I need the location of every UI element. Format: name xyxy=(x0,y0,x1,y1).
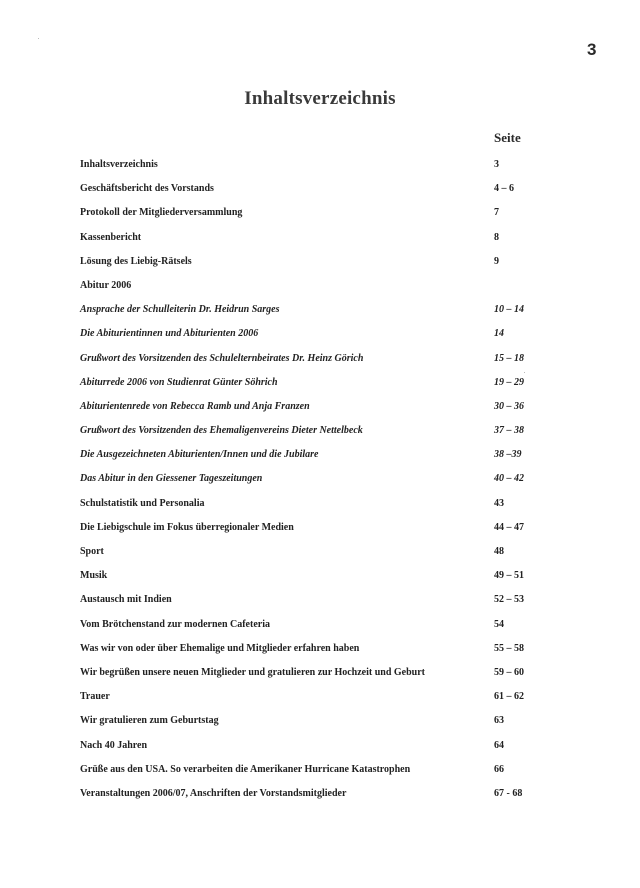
toc-entry-title: Das Abitur in den Giessener Tageszeitungen xyxy=(80,473,263,485)
toc-entry-title: Musik xyxy=(80,570,108,582)
toc-entry-title: Wir gratulieren zum Geburtstag xyxy=(80,715,219,727)
toc-entry-title: Die Ausgezeichneten Abiturienten/Innen und die Jubilare xyxy=(80,449,319,461)
toc-entry-page: 48 xyxy=(494,546,504,557)
toc-entry xyxy=(80,521,560,545)
toc-entry-title: Was wir von oder über Ehemalige und Mitglieder erfahren haben xyxy=(80,642,360,654)
toc-entry xyxy=(80,448,560,472)
toc-entry-title: Grußwort des Vorsitzenden des Schulelternbeirates Dr. Heinz Görich xyxy=(80,352,364,364)
toc-entry-page: 7 xyxy=(494,207,499,219)
toc-entry-title: Sport xyxy=(80,546,104,557)
toc-entry-page: 9 xyxy=(494,255,499,267)
toc-entry xyxy=(80,569,560,593)
toc-entry xyxy=(80,618,560,642)
toc-entry xyxy=(80,255,560,279)
toc-entry-page: 59 – 60 xyxy=(494,666,524,678)
toc-entry xyxy=(80,327,560,351)
toc-entry xyxy=(80,545,560,569)
toc-entry-page: 4 – 6 xyxy=(494,183,514,195)
toc-entry-title: Kassenbericht xyxy=(80,231,142,243)
toc-entry xyxy=(80,158,560,182)
toc-entry-page: 3 xyxy=(494,159,499,170)
toc-entry xyxy=(80,593,560,617)
toc-entry-title: Nach 40 Jahren xyxy=(80,739,148,751)
scan-speck xyxy=(524,372,525,373)
page-column-header: Seite xyxy=(494,130,521,145)
toc-entry-page: 10 – 14 xyxy=(494,304,524,316)
toc-entry xyxy=(80,739,560,763)
toc-entry xyxy=(80,352,560,376)
toc-entry xyxy=(80,763,560,787)
toc-entry-title: Abiturientenrede von Rebecca Ramb und Anja Franzen xyxy=(80,400,310,412)
toc-entry xyxy=(80,472,560,496)
toc-entry-page: 30 – 36 xyxy=(494,400,524,412)
toc-entry xyxy=(80,279,560,303)
toc-entry-title: Ansprache der Schulleiterin Dr. Heidrun Sarges xyxy=(80,304,280,316)
toc-entry xyxy=(80,666,560,690)
toc-entry-title: Inhaltsverzeichnis xyxy=(80,159,158,170)
toc-entry xyxy=(80,787,560,811)
scan-speck xyxy=(38,38,39,39)
toc-entry-page: 55 – 58 xyxy=(494,642,524,654)
toc-entry xyxy=(80,303,560,327)
toc-entry-title: Die Abiturientinnen und Abiturienten 2006 xyxy=(80,328,259,340)
toc-entry-title: Abiturrede 2006 von Studienrat Günter Söhrich xyxy=(80,376,278,388)
toc-entry-title: Abitur 2006 xyxy=(80,279,132,291)
toc-entry xyxy=(80,642,560,666)
toc-entry-title: Grußwort des Vorsitzenden des Ehemaligenvereins Dieter Nettelbeck xyxy=(80,425,363,437)
toc-entry xyxy=(80,231,560,255)
toc-entry-title: Austausch mit Indien xyxy=(80,594,172,606)
toc-entry-page: 43 xyxy=(494,497,504,509)
toc-entry-page: 49 – 51 xyxy=(494,570,524,582)
toc-entry xyxy=(80,424,560,448)
toc-entry-page: 40 – 42 xyxy=(494,473,524,485)
toc-entry xyxy=(80,376,560,400)
toc-entry-page: 61 – 62 xyxy=(494,691,524,703)
page-number: 3 xyxy=(587,40,597,59)
toc-entry xyxy=(80,400,560,424)
toc-entry-page: 38 –39 xyxy=(494,449,522,461)
toc-entry-title: Trauer xyxy=(80,691,110,703)
toc-entry-page: 15 – 18 xyxy=(494,352,524,364)
toc-entry-page: 19 – 29 xyxy=(494,376,524,388)
toc-entry xyxy=(80,690,560,714)
toc-entry-page: 64 xyxy=(494,739,504,751)
toc-entry-title: Geschäftsbericht des Vorstands xyxy=(80,183,214,195)
toc-entry-page: 66 xyxy=(494,763,504,775)
table-of-contents xyxy=(80,158,560,811)
toc-entry-page: 63 xyxy=(494,715,504,727)
toc-entry-title: Veranstaltungen 2006/07, Anschriften der Vorstandsmitglieder xyxy=(80,787,347,799)
toc-entry-title: Lösung des Liebig-Rätsels xyxy=(80,255,192,267)
toc-entry-title: Vom Brötchenstand zur modernen Cafeteria xyxy=(80,618,270,630)
toc-entry-page: 14 xyxy=(494,328,504,340)
toc-entry xyxy=(80,182,560,206)
toc-entry xyxy=(80,714,560,738)
toc-entry xyxy=(80,497,560,521)
toc-entry-page: 8 xyxy=(494,231,499,243)
page-title: Inhaltsverzeichnis xyxy=(244,88,396,109)
toc-entry-page: 67 - 68 xyxy=(494,787,523,799)
toc-entry-title: Schulstatistik und Personalia xyxy=(80,497,205,509)
toc-entry-page: 52 – 53 xyxy=(494,594,524,606)
toc-entry-page: 54 xyxy=(494,618,504,630)
toc-entry-title: Die Liebigschule im Fokus überregionaler Medien xyxy=(80,521,294,533)
toc-entry-title: Wir begrüßen unsere neuen Mitglieder und gratulieren zur Hochzeit und Geburt xyxy=(80,666,426,678)
toc-entry-page: 37 – 38 xyxy=(494,425,524,437)
toc-entry-title: Protokoll der Mitgliederversammlung xyxy=(80,207,243,219)
toc-entry-page: 44 – 47 xyxy=(494,521,524,533)
toc-entry xyxy=(80,206,560,230)
toc-entry-title: Grüße aus den USA. So verarbeiten die Amerikaner Hurricane Katastrophen xyxy=(80,763,411,775)
